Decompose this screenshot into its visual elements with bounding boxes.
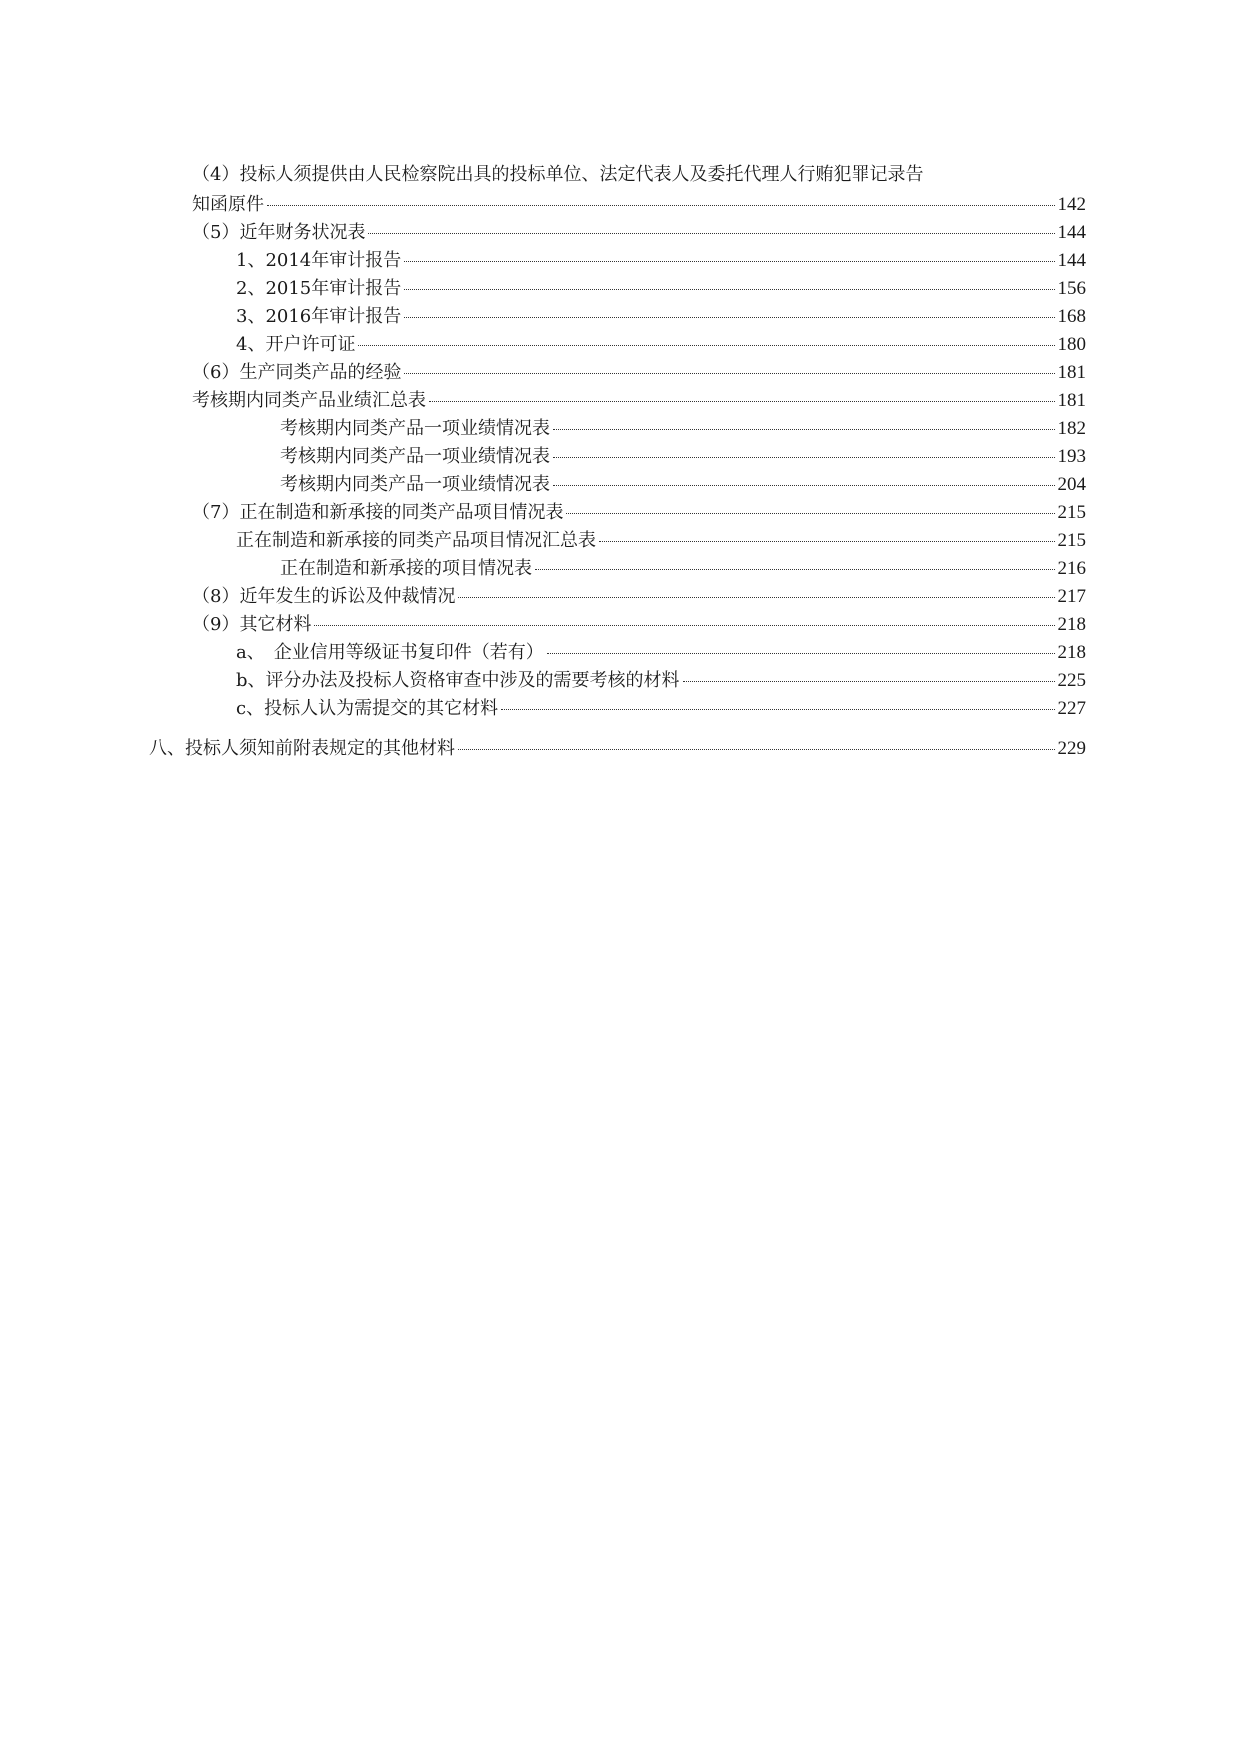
toc-entry[interactable] — [149, 737, 1086, 761]
toc-entry[interactable] — [280, 473, 1086, 497]
toc-page-number: 142 — [1057, 194, 1086, 215]
toc-entry-label: b、评分办法及投标人资格审查中涉及的需要考核的材料 — [236, 670, 680, 691]
toc-entry-label: （9）其它材料 — [192, 614, 312, 635]
toc-entry[interactable] — [280, 417, 1086, 441]
toc-entry[interactable] — [280, 557, 1086, 581]
dot-leader — [458, 597, 1054, 598]
dot-leader — [553, 429, 1055, 430]
toc-page-number: 216 — [1057, 558, 1086, 579]
dot-leader — [458, 749, 1055, 750]
dot-leader — [267, 205, 1055, 206]
toc-entry[interactable] — [192, 221, 1086, 245]
toc-page-number: 227 — [1057, 698, 1086, 719]
toc-page-number: 215 — [1057, 530, 1086, 551]
toc-page-number: 215 — [1057, 502, 1086, 523]
toc-entry-label: 3、2016年审计报告 — [236, 306, 402, 327]
toc-page-number: 218 — [1057, 614, 1086, 635]
toc-page-number: 181 — [1057, 390, 1086, 411]
toc-page-number: 225 — [1057, 670, 1086, 691]
toc-page-number: 144 — [1057, 250, 1086, 271]
dot-leader — [358, 345, 1054, 346]
dot-leader — [683, 681, 1055, 682]
toc-entry[interactable] — [192, 389, 1086, 413]
toc-entry[interactable] — [236, 277, 1086, 301]
toc-entry[interactable] — [192, 501, 1086, 525]
toc-page-number: 217 — [1057, 586, 1086, 607]
toc-page-number: 218 — [1057, 642, 1086, 663]
toc-entry-label: 正在制造和新承接的项目情况表 — [280, 558, 532, 579]
toc-entry[interactable] — [192, 613, 1086, 637]
toc-entry-label: 考核期内同类产品一项业绩情况表 — [280, 418, 550, 439]
toc-entry-label: 考核期内同类产品一项业绩情况表 — [280, 446, 550, 467]
dot-leader — [404, 373, 1054, 374]
toc-page-number: 204 — [1057, 474, 1086, 495]
toc-page-number: 168 — [1057, 306, 1086, 327]
toc-entry-label: （8）近年发生的诉讼及仲裁情况 — [192, 586, 456, 607]
dot-leader — [404, 261, 1054, 262]
dot-leader — [547, 653, 1055, 654]
dot-leader — [368, 233, 1054, 234]
toc-entry-label: 4、开户许可证 — [236, 334, 356, 355]
toc-entry[interactable] — [192, 585, 1086, 609]
toc-entry-label: 考核期内同类产品业绩汇总表 — [192, 390, 426, 411]
toc-entry-label: （6）生产同类产品的经验 — [192, 362, 402, 383]
dot-leader — [501, 709, 1054, 710]
toc-page-number: 180 — [1057, 334, 1086, 355]
toc-entry[interactable] — [236, 333, 1086, 357]
toc-entry[interactable] — [192, 361, 1086, 385]
toc-entry[interactable] — [236, 529, 1086, 553]
toc-entry-label: 八、投标人须知前附表规定的其他材料 — [149, 738, 455, 759]
toc-page-number: 193 — [1057, 446, 1086, 467]
toc-page-number: 182 — [1057, 418, 1086, 439]
toc-entry-label: 知函原件 — [192, 194, 264, 215]
toc-entry-label: 考核期内同类产品一项业绩情况表 — [280, 474, 550, 495]
dot-leader — [404, 317, 1054, 318]
toc-page-number: 229 — [1057, 738, 1086, 759]
toc-entry[interactable] — [236, 641, 1086, 665]
toc-page-number: 156 — [1057, 278, 1086, 299]
toc-entry[interactable] — [280, 445, 1086, 469]
dot-leader — [553, 485, 1055, 486]
dot-leader — [599, 541, 1055, 542]
toc-entry-label: 1、2014年审计报告 — [236, 250, 402, 271]
dot-leader — [429, 401, 1055, 402]
toc-entry[interactable] — [192, 193, 1086, 217]
toc-page-number: 144 — [1057, 222, 1086, 243]
toc-entry-label: （5）近年财务状况表 — [192, 222, 366, 243]
toc-entry-label: 正在制造和新承接的同类产品项目情况汇总表 — [236, 530, 596, 551]
toc-entry-label: （7）正在制造和新承接的同类产品项目情况表 — [192, 502, 564, 523]
toc-entry[interactable] — [236, 249, 1086, 273]
toc-entry[interactable] — [236, 697, 1086, 721]
dot-leader — [404, 289, 1054, 290]
toc-entry-label: c、投标人认为需提交的其它材料 — [236, 698, 499, 719]
dot-leader — [314, 625, 1054, 626]
toc-entry-label: a、 企业信用等级证书复印件（若有） — [236, 642, 544, 663]
dot-leader — [535, 569, 1055, 570]
toc-entry-label-line1: （4）投标人须提供由人民检察院出具的投标单位、法定代表人及委托代理人行贿犯罪记录告 — [192, 164, 924, 185]
dot-leader — [553, 457, 1055, 458]
toc-entry[interactable] — [236, 669, 1086, 693]
toc-entry[interactable] — [236, 305, 1086, 329]
dot-leader — [566, 513, 1054, 514]
toc-entry-label: 2、2015年审计报告 — [236, 278, 402, 299]
toc-page-number: 181 — [1057, 362, 1086, 383]
